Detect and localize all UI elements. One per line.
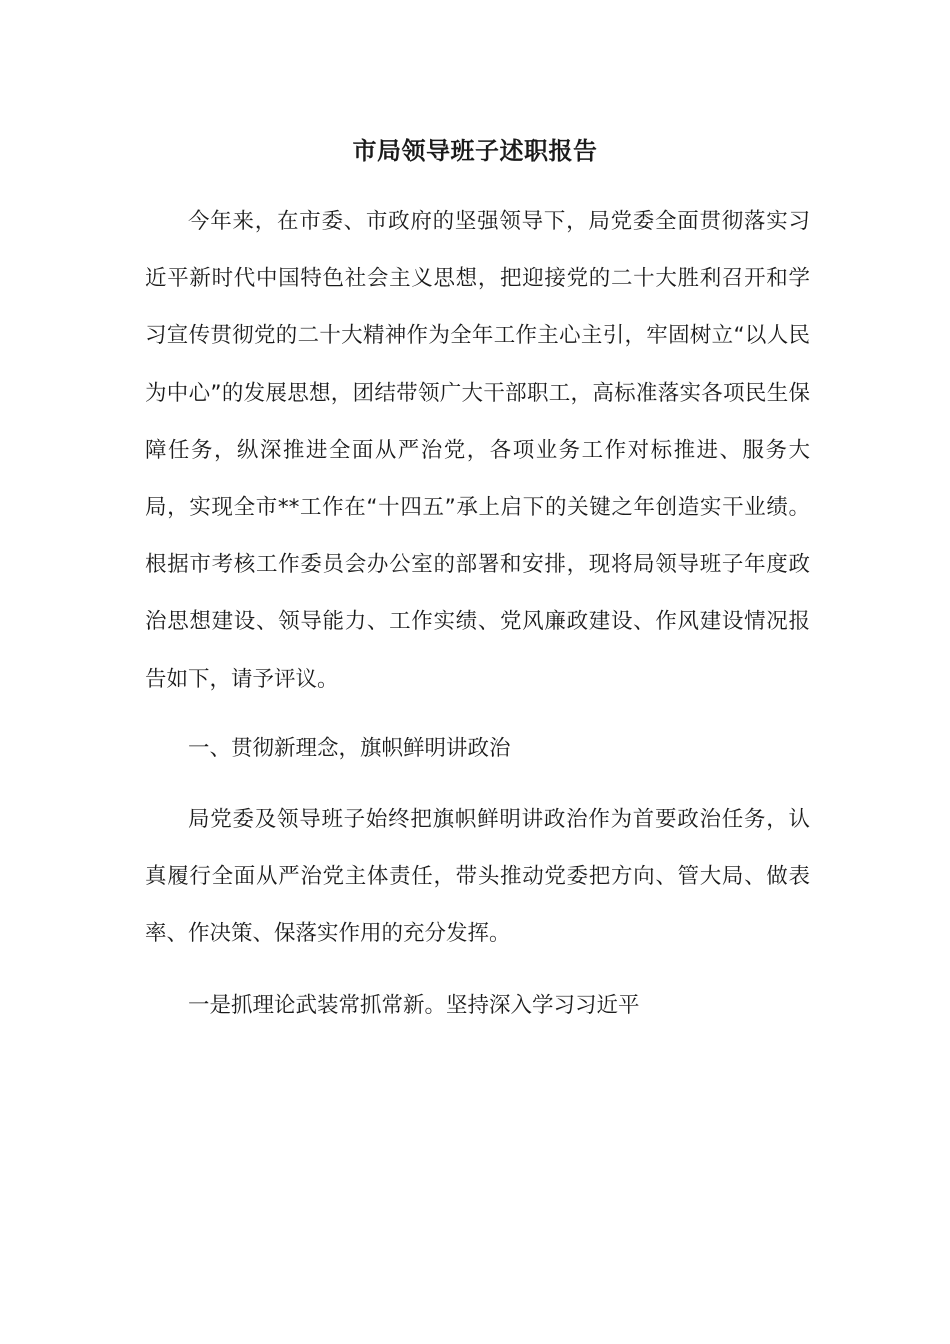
- section-heading-1: 一、贯彻新理念，旗帜鲜明讲政治: [188, 736, 511, 761]
- intro-paragraph: 今年来，在市委、市政府的坚强领导下，局党委全面贯彻落实习近平新时代中国特色社会主义思想，把迎接党的二十大胜利召开和学习宣传贯彻党的二十大精神作为全年工作主心主引，牢固树立“以人民为中心”的发展思想，团结带领广大干部职工，高标准落实各项民生保障任务，纵深推进全面从严治党，各项业务工作对标推进、服务大局，实现全市**工作在“十四五”承上启下的关键之年创造实干业绩。根据市考核工作委员会办公室的部署和安排，现将局领导班子年度政治思想建设、领导能力、工作实绩、党风廉政建设、作风建设情况报告如下，请予评议。: [145, 209, 810, 692]
- section-1-paragraph: 局党委及领导班子始终把旗帜鲜明讲政治作为首要政治任务，认真履行全面从严治党主体责任，带头推动党委把方向、管大局、做表率、作决策、保落实作用的充分发挥。: [145, 807, 810, 947]
- document-title: 市局领导班子述职报告: [352, 137, 598, 165]
- section-1-point-1: 一是抓理论武装常抓常新。坚持深入学习习近平: [188, 993, 640, 1018]
